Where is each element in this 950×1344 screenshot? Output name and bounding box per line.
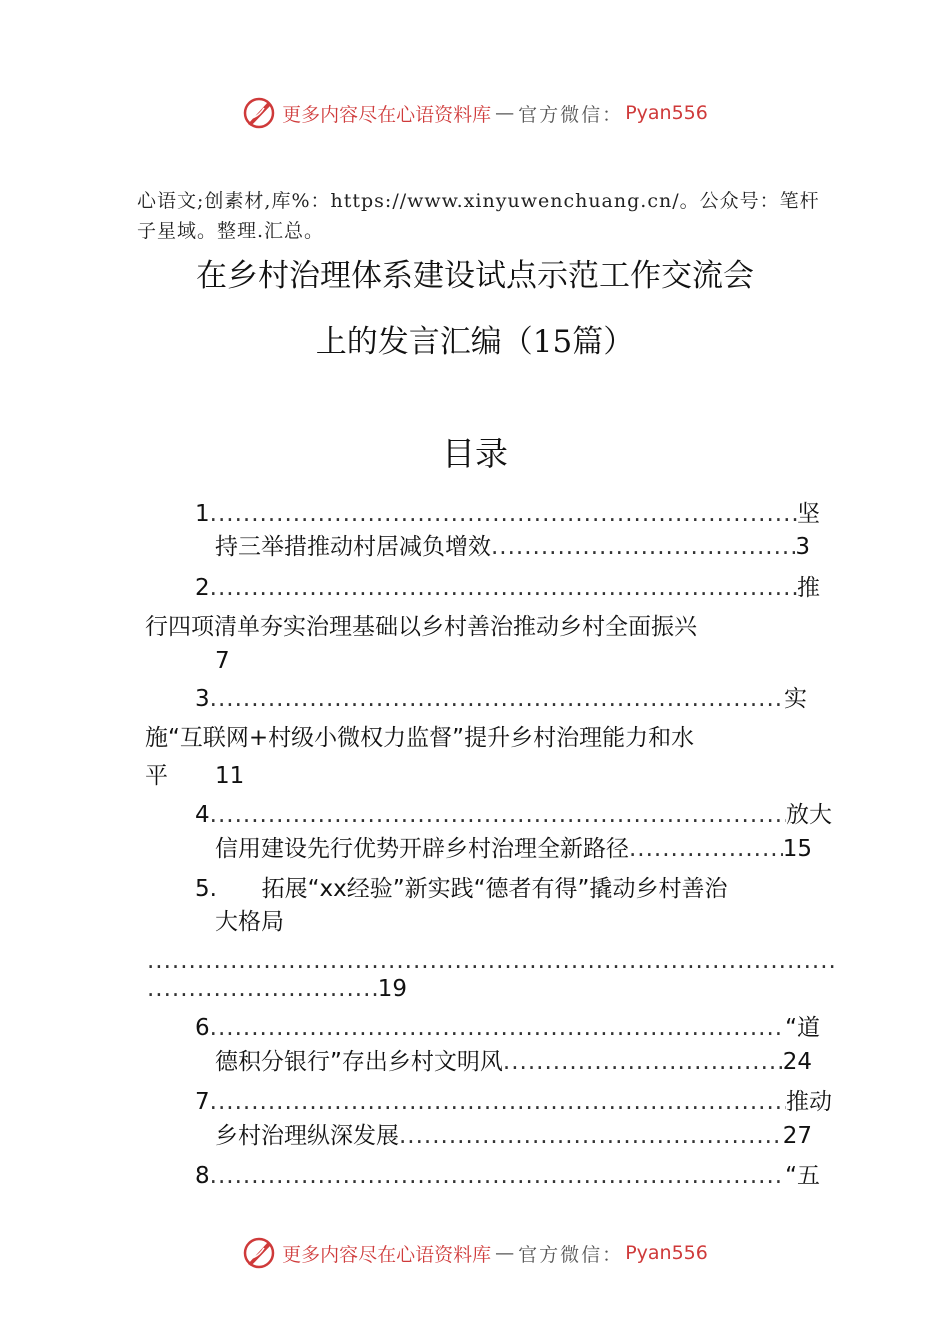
toc-item-page: 15 <box>782 836 812 862</box>
toc-item-title-start: 推 <box>797 575 820 601</box>
toc-item-title-start: 拓展“xx经验”新实践“德者有得”撬动乡村善治 <box>261 876 728 902</box>
dot-leader <box>210 571 797 605</box>
quill-seal-icon <box>242 1236 276 1270</box>
dot-leader <box>629 832 783 866</box>
toc-item-2-page: 7 <box>215 648 230 674</box>
toc-item-3-line1[interactable] <box>195 682 807 716</box>
toc-heading: 目录 <box>442 434 508 473</box>
toc-item-3-line2[interactable]: 施“互联网+村级小微权力监督”提升乡村治理能力和水 <box>145 725 695 751</box>
toc-item-number: 3 <box>195 686 210 712</box>
toc-item-3-page: 11 <box>215 763 245 789</box>
toc-item-number: 7 <box>195 1089 210 1115</box>
dot-leader <box>210 682 784 716</box>
source-note: 心语文;创素材,库%：https://www.xinyuwenchuang.cn/。公众号：笔杆子星域。整理.汇总。 <box>137 190 820 242</box>
toc-item-2-line2[interactable]: 行四项清单夯实治理基础以乡村善治推动乡村全面振兴 <box>145 614 697 640</box>
banner-text: 更多内容尽在心语资料库 <box>282 1243 492 1266</box>
toc-item-title-start: “五 <box>785 1163 820 1189</box>
toc-item-number: 4 <box>195 802 210 828</box>
document-title-line1: 在乡村治理体系建设试点示范工作交流会 <box>196 258 754 294</box>
banner-separator: — <box>495 102 515 124</box>
toc-item-3-line3: 平 <box>145 763 168 789</box>
quill-seal-icon <box>242 96 276 130</box>
toc-item-6-line2[interactable] <box>215 1045 812 1079</box>
dot-leader <box>210 1159 785 1193</box>
toc-item-title: 持三举措推动村居减负增效 <box>215 534 491 560</box>
toc-item-number: 5. <box>195 876 217 902</box>
dot-leader <box>210 798 786 832</box>
toc-item-number: 1 <box>195 501 210 527</box>
toc-item-page: 19 <box>377 976 407 1002</box>
banner-wechat-label: 官方微信： <box>518 1243 624 1266</box>
toc-item-number: 8 <box>195 1163 210 1189</box>
toc-item-page: 27 <box>782 1123 812 1149</box>
toc-item-title-start: 放大 <box>786 802 832 828</box>
toc-item-5-line2: 大格局 <box>215 909 284 935</box>
toc-item-title-start: 实 <box>784 686 807 712</box>
toc-item-1-line2[interactable] <box>215 530 810 564</box>
banner-wechat-id: Pyan556 <box>625 102 708 124</box>
header-watermark-banner <box>0 93 950 133</box>
toc-item-number: 2 <box>195 575 210 601</box>
dot-leader <box>491 530 795 564</box>
toc-item-5-line1[interactable] <box>195 872 727 906</box>
toc-item-8-line1[interactable] <box>195 1159 820 1193</box>
toc-item-title-start: 推动 <box>786 1089 832 1115</box>
toc-item-title-start: “道 <box>785 1015 820 1041</box>
banner-separator: — <box>495 1242 515 1264</box>
dot-leader <box>503 1045 783 1079</box>
toc-item-title: 信用建设先行优势开辟乡村治理全新路径 <box>215 836 629 862</box>
dot-leader <box>210 1085 786 1119</box>
toc-item-page: 3 <box>795 534 810 560</box>
banner-wechat-label: 官方微信： <box>518 103 624 126</box>
dot-leader <box>210 497 797 531</box>
toc-item-1-line1[interactable] <box>195 497 820 531</box>
dot-leader <box>210 1011 785 1045</box>
toc-item-title: 乡村治理纵深发展 <box>215 1123 399 1149</box>
toc-item-4-line2[interactable] <box>215 832 812 866</box>
toc-item-title-start: 坚 <box>797 501 820 527</box>
toc-item-title: 德积分银行”存出乡村文明风 <box>215 1049 503 1075</box>
toc-item-2-line1[interactable] <box>195 571 820 605</box>
toc-item-page: 24 <box>782 1049 812 1075</box>
toc-item-7-line1[interactable] <box>195 1085 832 1119</box>
toc-item-number: 6 <box>195 1015 210 1041</box>
footer-watermark-banner <box>0 1233 950 1273</box>
dot-leader <box>399 1119 783 1153</box>
banner-text: 更多内容尽在心语资料库 <box>282 103 492 126</box>
document-title-line2: 上的发言汇编（15篇） <box>315 324 635 360</box>
toc-item-4-line1[interactable] <box>195 798 832 832</box>
toc-item-6-line1[interactable] <box>195 1011 820 1045</box>
toc-item-7-line2[interactable] <box>215 1119 812 1153</box>
banner-wechat-id: Pyan556 <box>625 1242 708 1264</box>
toc-item-5-page-line <box>147 972 407 1006</box>
dot-leader <box>147 972 378 1006</box>
